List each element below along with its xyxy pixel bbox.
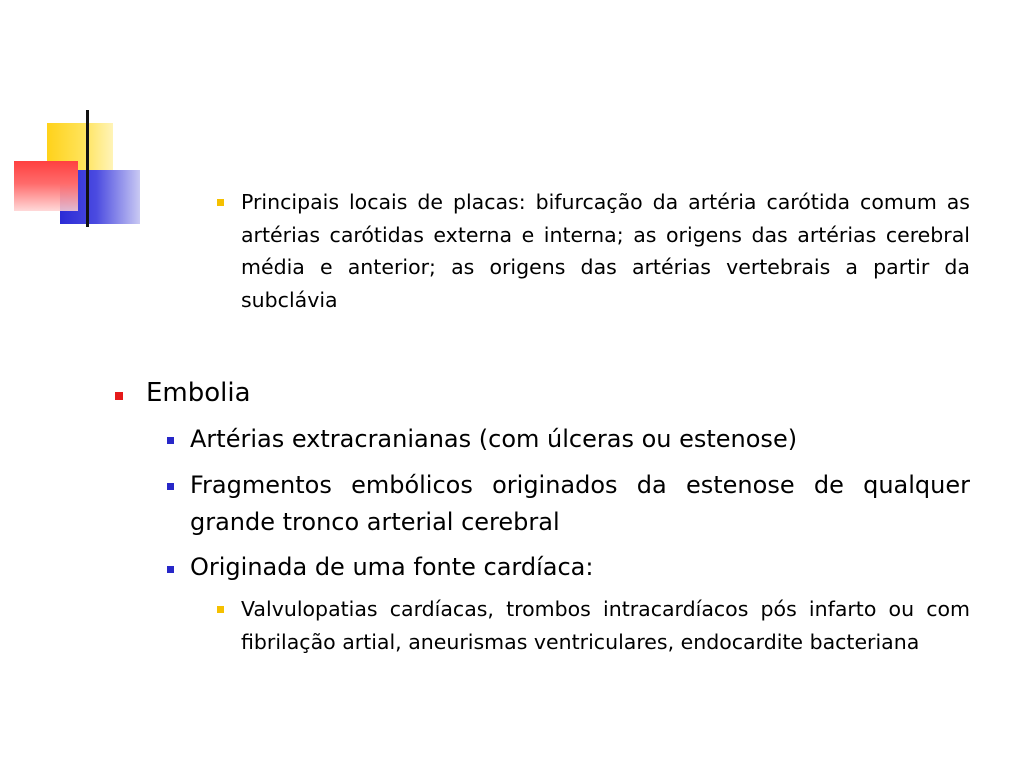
section-heading-text: Embolia: [146, 378, 251, 408]
bullet-icon: [115, 392, 123, 400]
bullet-icon: [217, 606, 224, 613]
logo-vertical-line: [86, 110, 89, 227]
bullet-icon: [167, 483, 174, 490]
list-item-text: Originada de uma fonte cardíaca:: [190, 553, 594, 581]
logo-red-square: [14, 161, 78, 211]
section-heading: [146, 375, 970, 411]
list-item: [190, 421, 970, 458]
list-item: [190, 467, 970, 541]
slide-logo: [0, 0, 160, 240]
bullet-icon: [167, 437, 174, 444]
list-item: [190, 549, 970, 586]
list-item-text: Valvulopatias cardíacas, trombos intracardíacos pós infarto ou com fibrilação artial, aneurismas ventriculares, endocardite bacteriana: [241, 597, 970, 654]
list-item: [241, 593, 970, 658]
bullet-icon: [167, 566, 174, 573]
list-item-text: Artérias extracranianas (com úlceras ou estenose): [190, 425, 798, 453]
list-item-text: Fragmentos embólicos originados da estenose de qualquer grande tronco arterial cerebral: [190, 471, 970, 536]
list-item-text: Principais locais de placas: bifurcação da artéria carótida comum as artérias carótidas externa e interna; as origens das artérias cerebral média e anterior; as origens das artérias vertebrais a partir da subclávia: [241, 190, 970, 312]
bullet-icon: [217, 199, 224, 206]
list-item: [241, 186, 970, 316]
